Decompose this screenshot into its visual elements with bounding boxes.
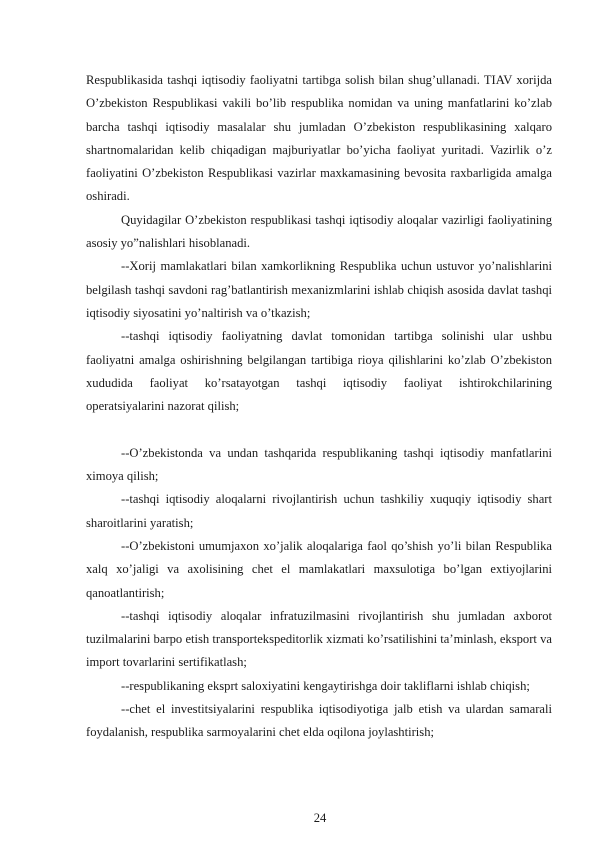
paragraph-main-directions: Quyidagilar O’zbekiston respublikasi tashqi iqtisodiy aloqalar vazirligi faoliyatining asosiy yo”nalishlari hisoblanadi. [86,212,552,251]
paragraph-intro: Respublikasida tashqi iqtisodiy faoliyatni tartibga solish bilan shug’ullanadi. TIAV xorijda O’zbekiston Respublikasi vakili bo’lib respublika nomidan va uning manfatlarini ko’zlab barcha tashqi iqtisodiy masalalar shu jumladan O’zbekiston respublikasining xalqaro shartnomalaridan kelib chiqadigan majburiyatlar bo’yicha faoliyat yuritadi. Vazirlik o’z faoliyatini O’zbekiston Respublikasi vazirlar maxkamasining bevosita raxbarligida amalga oshiradi. [86,73,552,204]
list-item-foreign-investment: --chet el investitsiyalarini respublika iqtisodiyotiga jalb etish va ulardan samarali foydalanish, respublika sarmoyalarini chet elda oqilona joylashtirish; [86,702,552,740]
blank-line [86,418,552,441]
page-number: 24 [313,811,327,825]
list-item-infrastructure: --tashqi iqtisodiy aloqalar infratuzilmasini rivojlantirish shu jumladan axborot tuzilmalarini barpo etish transportekspeditorlik xizmati ko’rsatilishini ta’minlash, eksport va import tovarlarini sertifikatlash; [86,608,552,670]
list-item-world-economy-integration: --O’zbekistoni umumjaxon xo’jalik aloqalariga faol qo’shish yo’li bilan Respublika xalq xo’jaligi va axolisining chet el mamlakatlari maxsulotiga bo’lgan extiyojlarini qanoatlantirish; [86,538,552,600]
list-item-create-conditions: --tashqi iqtisodiy aloqalarni rivojlantirish uchun tashkiliy xuquqiy iqtisodiy shart sharoitlarini yaratish; [86,492,552,530]
list-item-operations-control: --tashqi iqtisodiy faoliyatning davlat tomonidan tartibga solinishi ular ushbu faoliyatni amalga oshirishning belgilangan tartibiga rioya qilishlarini ko’zlab O’zbekiston xududida faoliyat ko’rsatayotgan tashqi iqtisodiy faoliyat ishtirokchilarining operatsiyalarini nazorat qilish; [86,329,552,414]
list-item-protect-interests: --O’zbekistonda va undan tashqarida respublikaning tashqi iqtisodiy manfatlarini ximoya qilish; [86,445,552,484]
list-item-priority-directions: --Xorij mamlakatlari bilan xamkorlikning Respublika uchun ustuvor yo’nalishlarini belgilash tashqi savdoni rag’batlantirish mexanizmlarini ishlab chiqish asosida davlat tashqi iqtisodiy siyosatini yo’naltirish va o’tkazish; [86,259,552,320]
document-body [86,69,552,745]
list-item-export-potential: --respublikaning eksprt saloxiyatini kengaytirishga doir takliflarni ishlab chiqish; [121,678,530,693]
